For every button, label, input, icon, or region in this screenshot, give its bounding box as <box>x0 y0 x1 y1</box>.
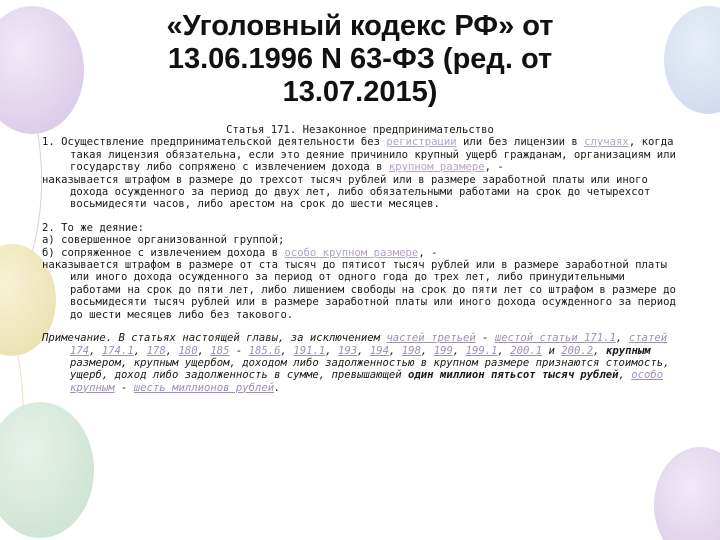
text-run: , <box>133 344 147 357</box>
text-run: Примечание. В статьях настоящей главы, за исключением <box>42 332 387 345</box>
text-run: , <box>197 344 211 357</box>
note-link[interactable]: 199 <box>433 344 453 357</box>
text-run: размером, крупным ущербом, доходом либо задолженностью в крупном размере признаются стоимость, ущерб, доход либо задолженность в сумме, превышающей <box>70 356 670 382</box>
bold-term: крупным <box>605 344 651 357</box>
note-link[interactable]: 200.2 <box>561 344 594 357</box>
text-run: , <box>165 344 179 357</box>
text-run: 1. Осуществление предпринимательской деятельности без <box>42 136 387 149</box>
part-1-penalty: наказывается штрафом в размере до трехсот тысяч рублей или в размере заработной платы или иного дохода осужденного за период до двух лет, либо обязательными работами на срок до четырехсот восьмидесяти часов, либо арестом на срок до шести месяцев. <box>42 173 651 211</box>
note-link[interactable]: 180 <box>178 344 198 357</box>
text-run: , <box>357 344 370 357</box>
note-link[interactable]: 199.1 <box>465 344 498 357</box>
balloon-right-bottom <box>654 447 720 540</box>
text-run: , <box>89 344 102 357</box>
text-run: и <box>542 344 562 357</box>
bold-amount: один миллион пятьсот тысяч рублей <box>408 369 619 382</box>
text-run: , <box>325 344 338 357</box>
balloon-right-top <box>664 6 720 114</box>
text-run: , - <box>418 246 438 259</box>
note-link[interactable]: 193 <box>337 344 358 357</box>
note-text <box>42 332 678 394</box>
text-run: , <box>389 344 402 357</box>
part-2-heading: 2. То же деяние: <box>42 221 145 234</box>
text-run: , <box>616 332 629 345</box>
note-link[interactable]: статей 174 <box>70 332 668 357</box>
text-run: - <box>229 344 249 357</box>
note-link[interactable]: 178 <box>146 344 166 357</box>
part-2-item-b <box>42 247 678 259</box>
balloon-left-bottom <box>0 402 94 538</box>
text-run: . <box>274 381 281 394</box>
part-2-penalty: наказывается штрафом в размере от ста тысяч до пятисот тысяч рублей или в размере заработной платы или иного дохода осужденного за период от одного года до трех лет, либо принудительными работами на срок до пяти лет, либо лишением свободы на срок до пяти лет со штрафом в размере до восьмидесяти тысяч рублей или в размере заработной платы или иного дохода осужденного за период до шести месяцев либо без такового. <box>42 259 676 321</box>
text-run: , <box>280 344 294 357</box>
article-text <box>42 124 678 394</box>
note-link[interactable]: 198 <box>401 344 421 357</box>
link-especially-large-size[interactable]: особо крупном размере <box>284 246 419 259</box>
text-run: , когда такая лицензия обязательна, если это деяние причинило крупный ущерб гражданам, организациям или государству либо сопряжено с извлечением дохода в <box>70 136 676 174</box>
note-link[interactable]: шестой статьи 171.1 <box>494 332 617 345</box>
text-run: , - <box>484 161 504 174</box>
note-link[interactable]: 191.1 <box>293 344 326 357</box>
text-run: б) сопряженное с извлечением дохода в <box>42 246 285 259</box>
note-link[interactable]: 185 <box>210 344 230 357</box>
text-run: , <box>452 344 466 357</box>
text-run: - <box>475 332 495 345</box>
text-run: , <box>420 344 434 357</box>
note-link[interactable]: 200.1 <box>510 344 543 357</box>
link-registration[interactable]: регистрации <box>386 136 457 149</box>
text-run: , <box>618 369 632 382</box>
text-run: , <box>497 344 511 357</box>
text-run: - <box>114 381 134 394</box>
slide-title: «Уголовный кодекс РФ» от 13.06.1996 N 63-ФЗ (ред. от 13.07.2015) <box>166 10 554 108</box>
text-run: или без лицензии в <box>456 136 585 149</box>
note-link[interactable]: шесть миллионов рублей <box>133 381 275 394</box>
note-link[interactable]: 194 <box>369 344 390 357</box>
note-link[interactable]: 174.1 <box>101 344 134 357</box>
part-2-item-a: а) совершенное организованной группой; <box>42 234 285 247</box>
text-run: , <box>593 344 606 357</box>
note-link[interactable]: частей третьей <box>386 332 476 345</box>
note-link[interactable]: 185.6 <box>248 344 281 357</box>
link-cases[interactable]: случаях <box>584 136 629 149</box>
note-link[interactable]: особо крупным <box>70 369 664 394</box>
article-heading: Статья 171. Незаконное предпринимательство <box>226 124 494 136</box>
part-1-text <box>42 136 678 173</box>
link-large-size[interactable]: крупном размере <box>388 161 485 174</box>
